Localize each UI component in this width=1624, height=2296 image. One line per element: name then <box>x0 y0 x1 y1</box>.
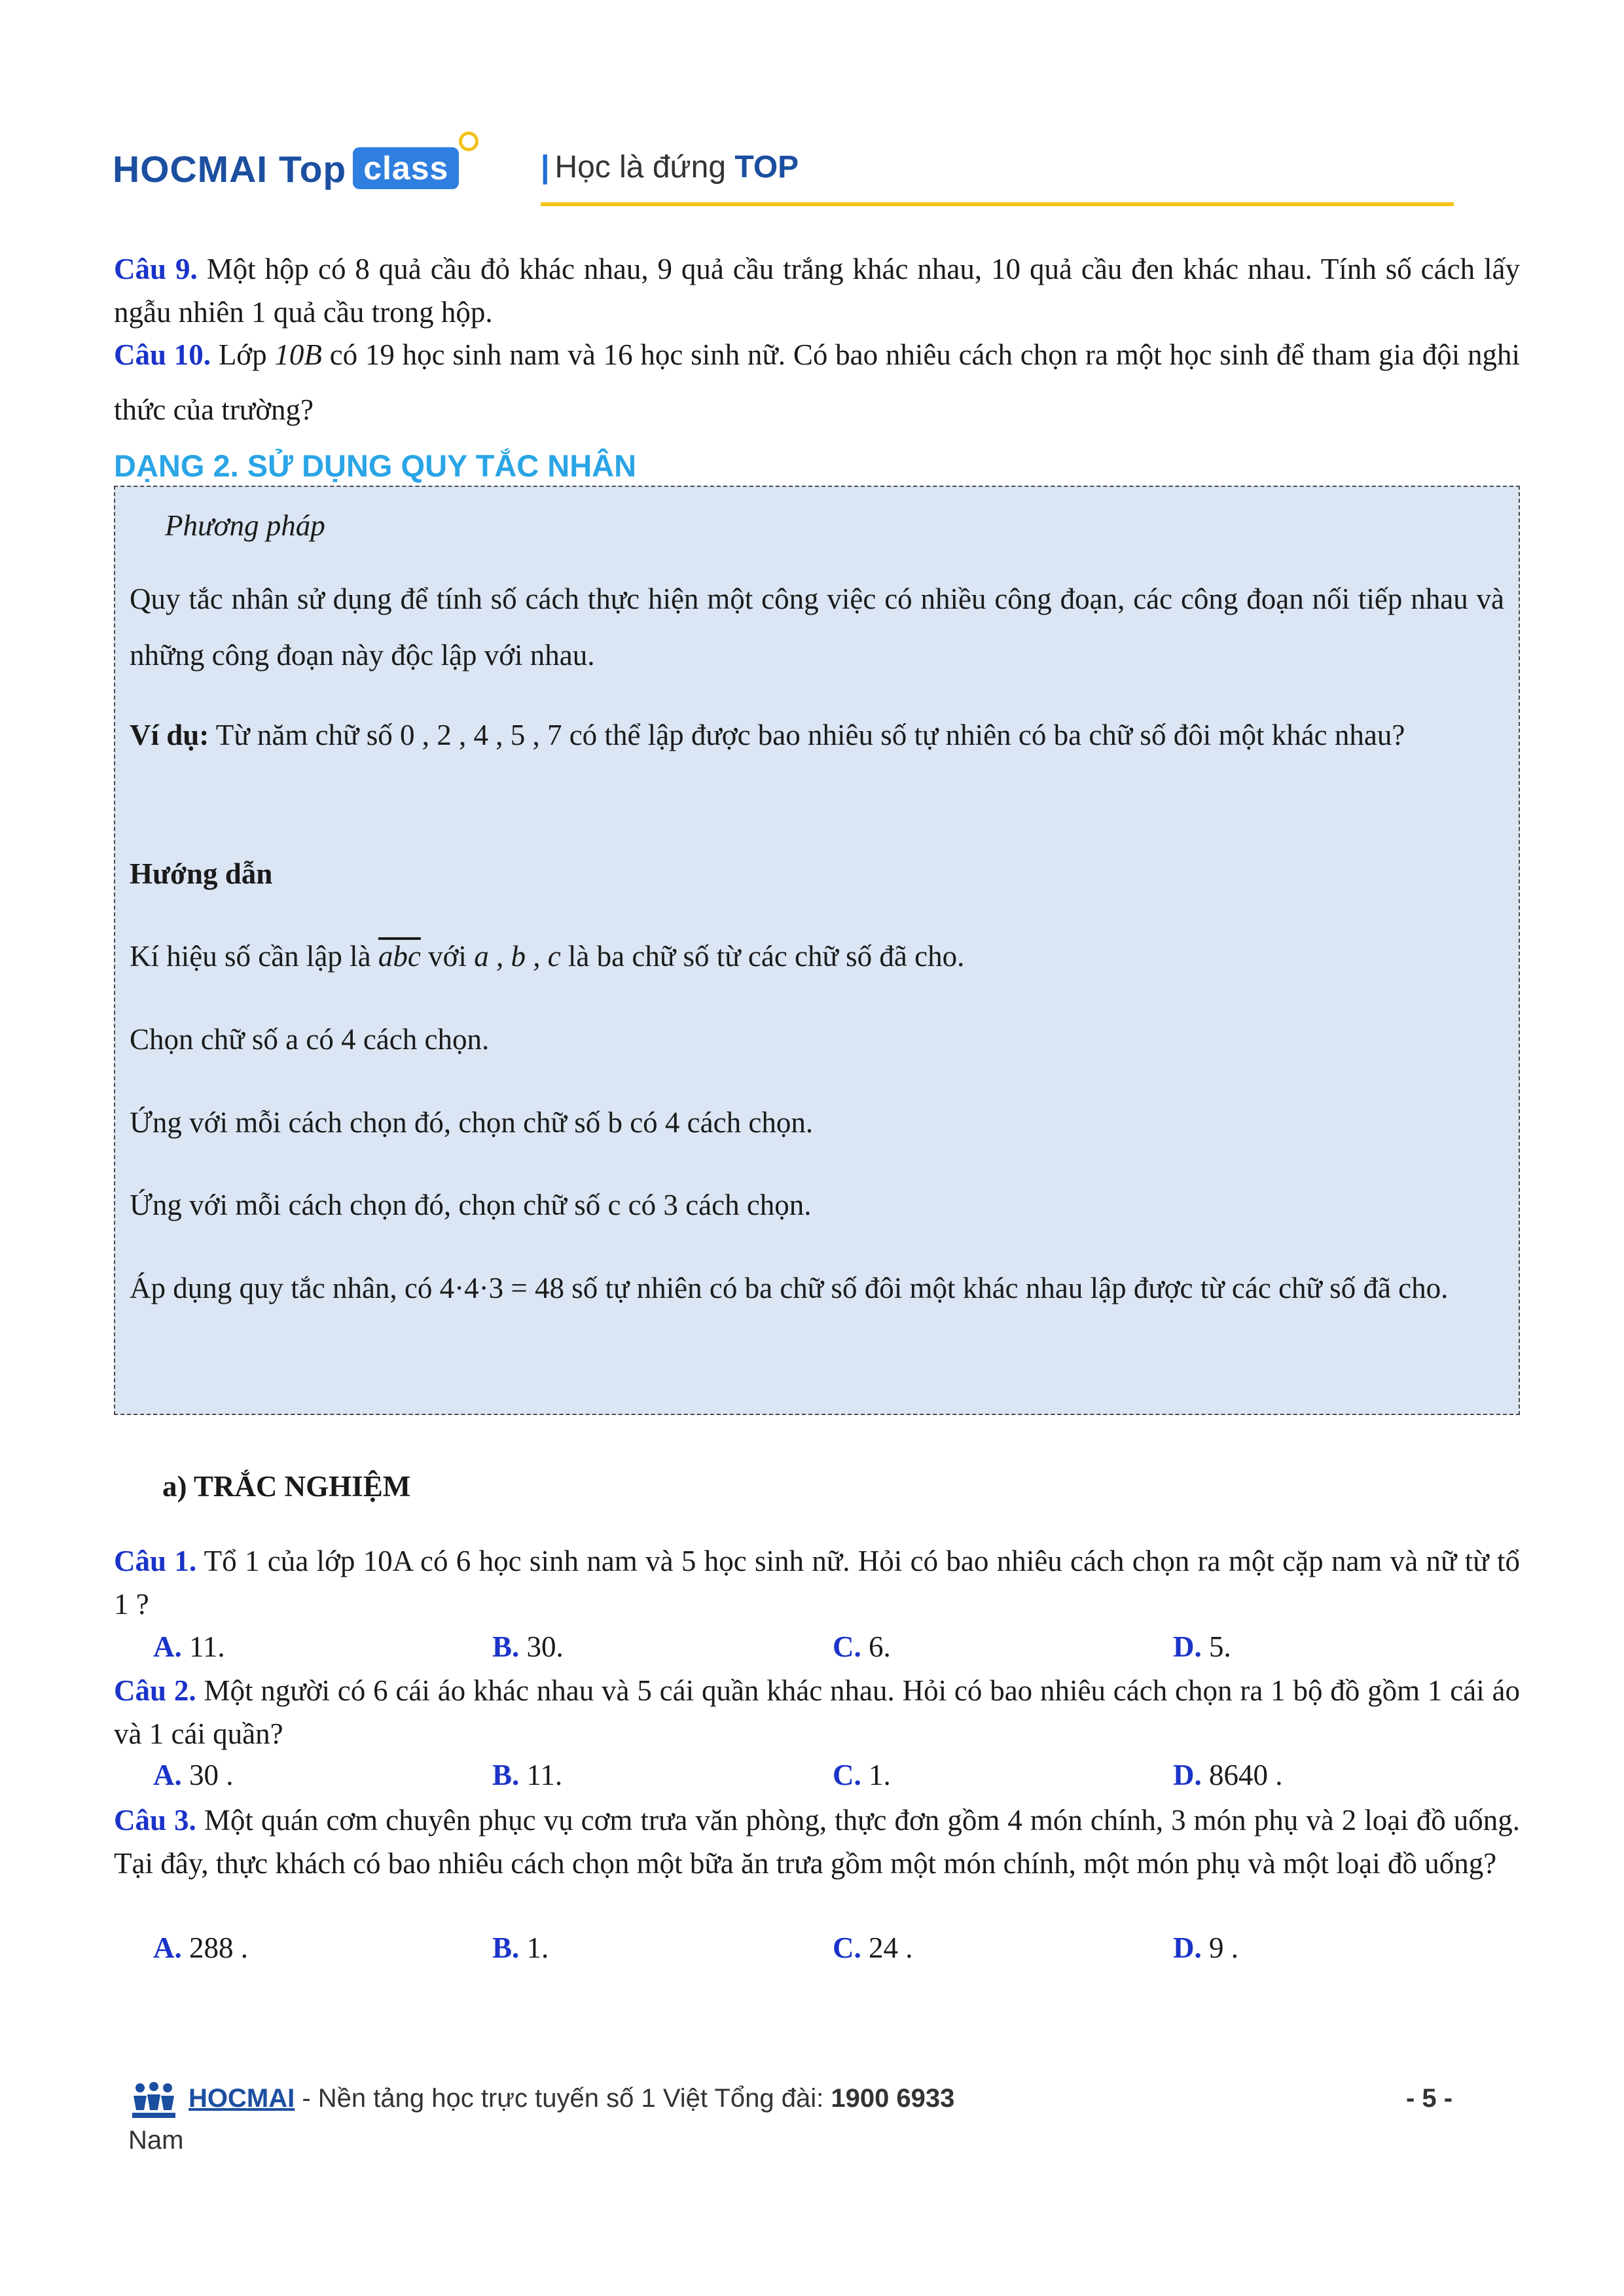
question-9 <box>114 247 1520 334</box>
option-letter: A. <box>153 1931 182 1964</box>
section-heading: DẠNG 2. SỬ DỤNG QUY TẮC NHÂN <box>114 448 637 483</box>
guide-line-3: Ứng với mỗi cách chọn đó, chọn chữ số b có 4 cách chọn. <box>130 1106 814 1139</box>
option-value: 5. <box>1209 1630 1231 1663</box>
slogan-top: TOP <box>734 150 799 185</box>
question-10 <box>114 327 1520 437</box>
example <box>130 707 1504 763</box>
option-letter: D. <box>1173 1759 1202 1791</box>
question-text: Một người có 6 cái áo khác nhau và 5 cái quần khác nhau. Hỏi có bao nhiêu cách chọn ra 1 bộ đồ gồm 1 cái áo và 1 cái quần? <box>114 1674 1521 1750</box>
option-value: 11. <box>526 1759 563 1791</box>
option-value: 1. <box>526 1931 549 1964</box>
option-letter: D. <box>1173 1931 1202 1964</box>
option-b[interactable] <box>492 1758 562 1792</box>
option-c[interactable] <box>833 1630 891 1664</box>
slogan-bar: | <box>541 150 550 185</box>
option-c[interactable] <box>833 1931 913 1965</box>
guide-text: với <box>428 940 467 973</box>
option-d[interactable] <box>1173 1931 1238 1965</box>
option-value: 6. <box>869 1630 891 1663</box>
method-description: Quy tắc nhân sử dụng để tính số cách thực hiện một công việc có nhiều công đoạn, các công đoạn nối tiếp nhau và những công đoạn này độc lập với nhau. <box>130 583 1504 672</box>
mc-question-1 <box>114 1539 1520 1626</box>
guide-text: Kí hiệu số cần lập là <box>130 940 371 973</box>
option-letter: A. <box>153 1759 182 1791</box>
option-b[interactable] <box>492 1630 564 1664</box>
option-d[interactable] <box>1173 1630 1231 1664</box>
option-value: 30 . <box>189 1759 234 1791</box>
guide-line-2: Chọn chữ số a có 4 cách chọn. <box>130 1023 490 1056</box>
hocmai-footer-icon <box>130 2081 178 2124</box>
question-label: Câu 9. <box>114 253 198 285</box>
guide-line-5: Áp dụng quy tắc nhân, có 4·4·3 = 48 số tự nhiên có ba chữ số đôi một khác nhau lập được từ các chữ số đã cho. <box>130 1272 1449 1304</box>
option-value: 11. <box>189 1630 225 1663</box>
abc-overline: $\overline{abc}$ <box>378 940 421 973</box>
question-label: Câu 2. <box>114 1674 196 1707</box>
guide-line-1 <box>130 928 964 984</box>
footer-tagline: - Nền tảng học trực tuyến số 1 Việt Tổng đài: <box>295 2084 831 2113</box>
question-label: Câu 1. <box>114 1545 197 1577</box>
option-letter: B. <box>492 1931 520 1964</box>
logo-class-badge <box>353 147 459 189</box>
footer-brand-link[interactable]: HOCMAI <box>189 2084 295 2113</box>
option-value: 8640 . <box>1209 1759 1283 1791</box>
option-c[interactable] <box>833 1758 891 1792</box>
option-a[interactable] <box>153 1931 248 1965</box>
option-letter: D. <box>1173 1630 1202 1663</box>
example-text: Từ năm chữ số 0 , 2 , 4 , 5 , 7 có thể lập được bao nhiêu số tự nhiên có ba chữ số đôi một khác nhau? <box>215 719 1405 751</box>
question-text: Lớp <box>218 338 267 371</box>
question-text: Một quán cơm chuyên phục vụ cơm trưa văn phòng, thực đơn gồm 4 món chính, 3 món phụ và 2 loại đồ uống. Tại đây, thực khách có bao nhiêu cách chọn một bữa ăn trưa gồm một món chính, một món phụ và một loại đồ uống? <box>114 1804 1521 1880</box>
option-letter: C. <box>833 1759 861 1791</box>
question-text: Tổ 1 của lớp 10A có 6 học sinh nam và 5 học sinh nữ. Hỏi có bao nhiêu cách chọn ra một cặp nam và nữ từ tổ 1 ? <box>114 1545 1520 1621</box>
question-text-cont: có 19 học sinh nam và 16 học sinh nữ. Có bao nhiêu cách chọn ra một học sinh để tham gia đội nghi thức của trường? <box>114 338 1520 426</box>
guide-text: là ba chữ số từ các chữ số đã cho. <box>568 940 965 973</box>
class-name: 10B <box>274 338 322 371</box>
option-letter: C. <box>833 1931 861 1964</box>
guide-line-4: Ứng với mỗi cách chọn đó, chọn chữ số c có 3 cách chọn. <box>130 1189 812 1221</box>
mc-question-2 <box>114 1669 1520 1755</box>
option-letter: A. <box>153 1630 182 1663</box>
brand-logo <box>113 147 459 191</box>
header-divider <box>541 202 1454 206</box>
option-letter: B. <box>492 1630 520 1663</box>
footer-text-cont: Nam <box>128 2126 184 2155</box>
footer-hotline: 1900 6933 <box>831 2084 955 2113</box>
example-label: Ví dụ: <box>130 719 209 751</box>
option-b[interactable] <box>492 1931 549 1965</box>
logo-main: HOCMAI Top <box>113 149 347 190</box>
question-text: Một hộp có 8 quả cầu đỏ khác nhau, 9 quả cầu trắng khác nhau, 10 quả cầu đen khác nhau. Tính số cách lấy ngẫu nhiên 1 quả cầu trong hộp. <box>114 253 1520 329</box>
digit-vars: a , b , c <box>474 940 561 973</box>
option-a[interactable] <box>153 1758 234 1792</box>
slogan-text: Học là đứng <box>554 150 727 185</box>
header-slogan <box>541 149 799 185</box>
mc-heading: a) TRẮC NGHIỆM <box>162 1470 411 1503</box>
method-title: Phương pháp <box>165 509 325 542</box>
option-letter: B. <box>492 1759 520 1791</box>
question-label: Câu 10. <box>114 338 211 371</box>
option-letter: C. <box>833 1630 861 1663</box>
option-a[interactable] <box>153 1630 225 1664</box>
mc-question-3 <box>114 1799 1520 1885</box>
logo-class: class <box>363 150 449 187</box>
sun-icon <box>459 132 478 151</box>
guide-title: Hướng dẫn <box>130 857 273 890</box>
footer-text <box>189 2084 954 2113</box>
option-value: 30. <box>526 1630 564 1663</box>
option-value: 9 . <box>1209 1931 1238 1964</box>
option-value: 288 . <box>189 1931 248 1964</box>
option-value: 24 . <box>869 1931 913 1964</box>
page-number: - 5 - <box>1406 2084 1453 2113</box>
option-d[interactable] <box>1173 1758 1283 1792</box>
option-value: 1. <box>869 1759 891 1791</box>
question-label: Câu 3. <box>114 1804 196 1837</box>
